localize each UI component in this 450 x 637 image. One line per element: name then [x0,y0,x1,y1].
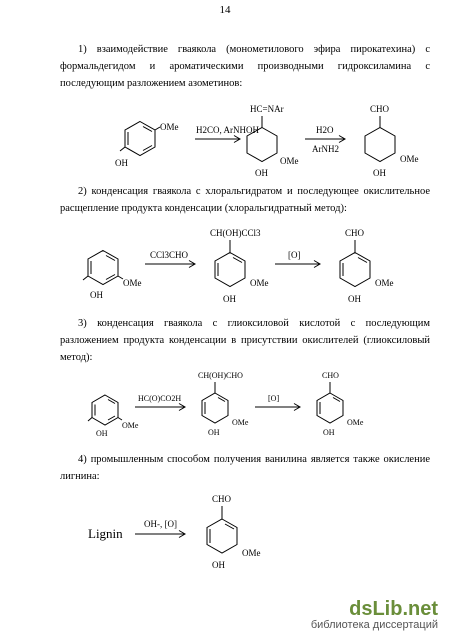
s3-inter-top: CH(OH)CHO [198,371,243,380]
para2-line2: расщепление продукта конденсации (хлоральгидратный метод): [60,203,347,214]
s3-reagent2: [O] [268,394,280,403]
s1-start-ome: OMe [160,122,179,132]
s2-prod-top: CHO [345,228,365,238]
s1-reagent: H2CO, ArNHOH [196,125,259,135]
s1-inter-top: HC=NAr [250,104,284,114]
s3-inter-oh: OH [208,428,220,437]
reaction-scheme-1 [60,98,430,188]
s1-reagent2-top: H2O [316,125,334,135]
s2-reagent2: [O] [288,250,301,260]
s4-start: Lignin [88,526,123,541]
s3-reagent: HC(O)CO2H [138,394,182,403]
reaction-scheme-2 [60,222,430,312]
watermark-logo: dsLib.net [349,598,438,620]
para4-line2: лигнина: [60,471,100,482]
s1-start-oh: OH [115,158,128,168]
para4-line1: 4) промышленным способом получения ванилина является также окисление [78,454,430,465]
para1-line1: 1) взаимодействие гваякола (монометилового эфира пирокатехина) с [78,44,430,55]
s4-reagent: OH-, [O] [144,519,177,529]
watermark-caption: библиотека диссертаций [310,619,438,631]
s1-inter-ome: OMe [280,156,299,166]
paragraph-3 [60,315,430,366]
watermark [311,598,438,631]
para1-line3: последующим разложением азометинов: [60,78,243,89]
page-number: 14 [219,4,231,16]
s2-prod-ome: OMe [375,278,394,288]
s2-start-oh: OH [90,290,103,300]
s3-prod-oh: OH [323,428,335,437]
reaction-scheme-4 [60,490,430,580]
paragraph-4 [60,451,430,485]
para3-line3: метод): [60,352,93,363]
para3-line2: разложением продукта конденсации в присутствии окислителей (глиоксиловый [60,335,430,346]
s3-prod-ome: OMe [347,418,364,427]
s1-prod-ome: OMe [400,154,419,164]
s2-inter-ome: OMe [250,278,269,288]
s3-prod-top: CHO [322,371,339,380]
para2-line1: 2) конденсация гваякола с хлоральгидратом и последующее окислительное [78,186,430,197]
paragraph-2 [60,183,430,217]
s2-inter-top: CH(OH)CCl3 [210,228,261,238]
s1-prod-oh: OH [373,168,386,178]
para1-line2: формальдегидом и ароматическими производными гидроксиламина с [60,61,430,72]
s2-start-ome: OMe [123,278,142,288]
s1-reagent2-bottom: ArNH2 [312,144,339,154]
s3-start-oh: OH [96,429,108,438]
s1-prod-top: CHO [370,104,390,114]
s4-prod-ome: OMe [242,548,261,558]
s4-prod-oh: OH [212,560,225,570]
s3-inter-ome: OMe [232,418,249,427]
s2-reagent: CCl3CHO [150,250,189,260]
paragraph-1 [60,41,430,92]
s2-prod-oh: OH [348,294,361,304]
para3-line1: 3) конденсация гваякола с глиоксиловой кислотой с последующим [78,318,430,329]
s4-prod-top: CHO [212,494,232,504]
s1-inter-oh: OH [255,168,268,178]
reaction-scheme-3 [60,368,430,448]
s3-start-ome: OMe [122,421,139,430]
s2-inter-oh: OH [223,294,236,304]
